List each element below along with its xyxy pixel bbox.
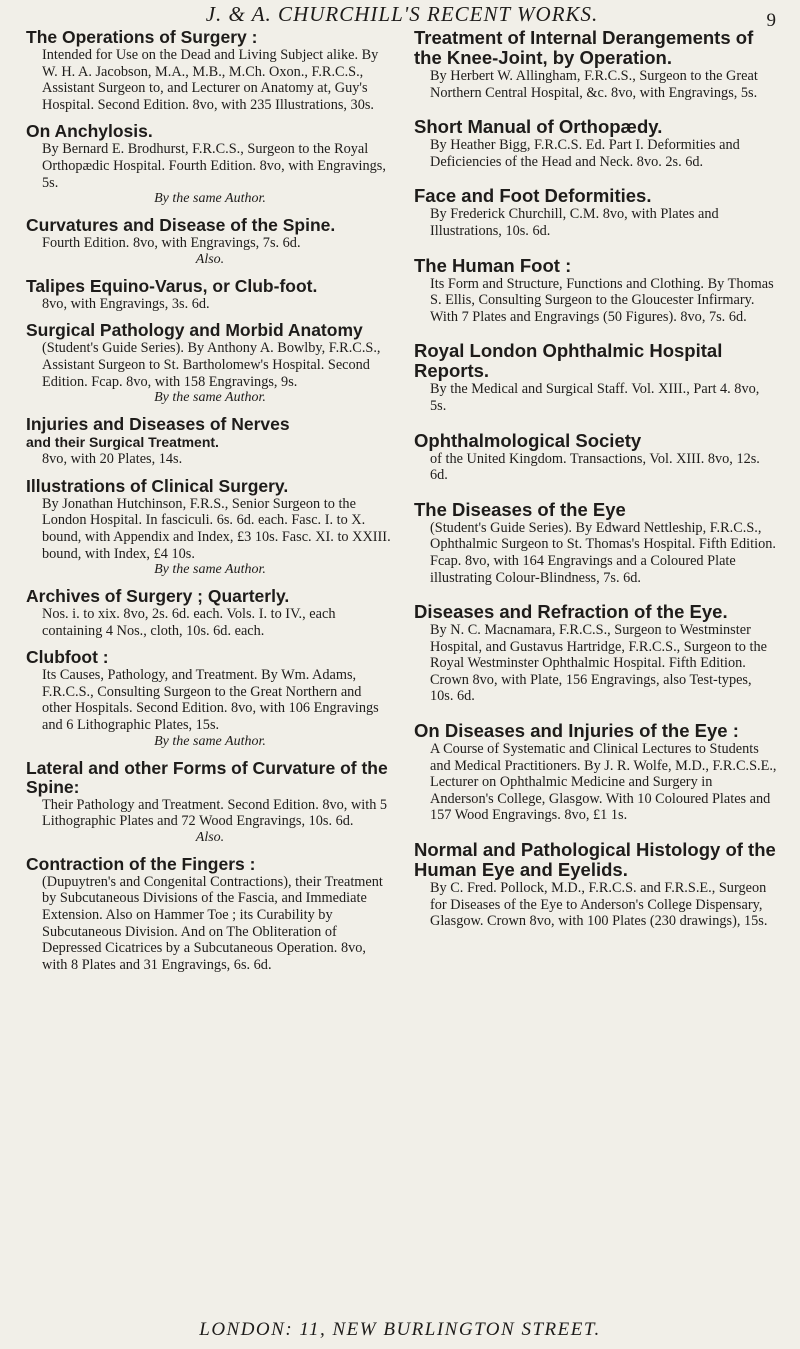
entry-title: The Diseases of the Eye <box>414 498 626 520</box>
entry-description: By the Medical and Surgical Staff. Vol. XIII., Part 4. 8vo, 5s. <box>430 381 760 414</box>
entry-title: On Diseases and Injuries of the Eye : <box>414 720 739 742</box>
entry-title: The Operations of Surgery : <box>26 27 258 47</box>
entry-title: Normal and Pathological Histology of the Human Eye and Eyelids. <box>414 839 776 881</box>
entry-description: Intended for Use on the Dead and Living Subject alike. By W. H. A. Jacobson, M.A., M.B., M.Ch. Oxon., F.R.C.S., Assistant Surgeon to, and Lecturer on Anatomy at, Guy's Hospital. Second Edition. 8vo, with 235 Illustrations, 30s. <box>42 47 379 113</box>
book-entry <box>26 477 394 578</box>
entry-title: Lateral and other Forms of Curvature of the Spine: <box>26 757 388 797</box>
entry-also-note: By the same Author. <box>154 390 266 406</box>
book-entry <box>26 277 394 313</box>
entry-description: By Bernard E. Brodhurst, F.R.C.S., Surgeon to the Royal Orthopædic Hospital. Fourth Edition. 8vo, with Engravings, 5s. <box>42 141 386 191</box>
book-entry <box>414 341 778 414</box>
book-entry <box>414 721 778 824</box>
book-entry <box>26 28 394 113</box>
entry-description: By N. C. Macnamara, F.R.C.S., Surgeon to Westminster Hospital, and Gustavus Hartridge, F.R.C.S., Surgeon to the Royal Westminster Ophthalmic Hospital. Fifth Edition. Crown 8vo, with Plate, 156 Engravings, also Test-types, 10s. 6d. <box>430 622 767 705</box>
book-entry <box>26 122 394 207</box>
right-column <box>414 28 778 982</box>
book-entry <box>26 759 394 846</box>
book-entry <box>414 840 778 930</box>
entry-also-note: By the same Author. <box>154 191 266 207</box>
entry-description: By Jonathan Hutchinson, F.R.S., Senior Surgeon to the London Hospital. In fasciculi. 6s. 6d. each. Fasc. I. to X. bound, with Appendix and Index, £3 10s. Fasc. XI. to XXIII. bound, with Index, £4 10s. <box>42 495 391 562</box>
entry-description: of the United Kingdom. Transactions, Vol. XIII. 8vo, 12s. 6d. <box>430 450 760 484</box>
book-entry <box>414 500 778 586</box>
entry-description: Fourth Edition. 8vo, with Engravings, 7s. 6d. <box>42 235 301 252</box>
entry-title: Treatment of Internal Derangements of the Knee-Joint, by Operation. <box>414 27 754 68</box>
entry-title: Face and Foot Deformities. <box>414 185 652 207</box>
book-entry <box>414 186 778 239</box>
book-entry <box>26 415 394 468</box>
book-entry <box>26 321 394 406</box>
entry-title: Surgical Pathology and Morbid Anatomy <box>26 320 363 341</box>
entry-description: A Course of Systematic and Clinical Lectures to Students and Medical Practitioners. By J. R. Wolfe, M.D., F.R.C.S.E., Lecturer on Ophthalmic Medicine and Surgery in Anderson's College, Glasgow. With 10 Coloured Plates and 157 Wood Engravings. 8vo, £1 1s. <box>430 741 777 824</box>
book-entry <box>414 431 778 484</box>
entry-title: Archives of Surgery ; Quarterly. <box>26 586 290 607</box>
book-entry <box>414 602 778 705</box>
entry-description: (Student's Guide Series). By Edward Nettleship, F.R.C.S., Ophthalmic Surgeon to St. Thomas's Hospital. Fifth Edition. Fcap. 8vo, with 164 Engravings and a Coloured Plate illustrating Colour-Blindness, 7s. 6d. <box>430 519 776 586</box>
page-footer: LONDON: 11, NEW BURLINGTON STREET. <box>199 1319 601 1340</box>
entry-title: Ophthalmological Society <box>414 429 642 451</box>
entry-description: Its Form and Structure, Functions and Clothing. By Thomas S. Ellis, Consulting Surgeon to the Gloucester Infirmary. With 7 Plates and Engravings (50 Figures). 8vo, 7s. 6d. <box>430 275 774 325</box>
entry-title: Royal London Ophthalmic Hospital Reports. <box>414 340 723 382</box>
entry-title: Diseases and Refraction of the Eye. <box>414 601 728 623</box>
left-column <box>26 28 394 982</box>
book-entry <box>26 587 394 639</box>
page-number: 9 <box>766 10 776 31</box>
running-head: J. & A. CHURCHILL'S RECENT WORKS. <box>205 2 599 26</box>
entry-description: Their Pathology and Treatment. Second Edition. 8vo, with 5 Lithographic Plates and 72 Wood Engravings, 10s. 6d. <box>42 796 388 830</box>
entry-title: Illustrations of Clinical Surgery. <box>26 475 289 496</box>
entry-description: By C. Fred. Pollock, M.D., F.R.C.S. and F.R.S.E., Surgeon for Diseases of the Eye to Anderson's College Dispensary, Glasgow. Crown 8vo, with 100 Plates (230 drawings), 15s. <box>430 880 768 930</box>
entry-title: Curvatures and Disease of the Spine. <box>26 215 336 236</box>
entry-title: Injuries and Diseases of Nerves <box>26 414 290 435</box>
entry-description: By Herbert W. Allingham, F.R.C.S., Surgeon to the Great Northern Central Hospital, &c. 8vo, with Engravings, 5s. <box>430 68 758 101</box>
entry-also-note: By the same Author. <box>154 562 266 578</box>
entry-description: By Heather Bigg, F.R.C.S. Ed. Part I. Deformities and Deficiencies of the Head and Neck. 8vo. 2s. 6d. <box>430 137 740 170</box>
book-entry <box>414 28 778 101</box>
entry-description: By Frederick Churchill, C.M. 8vo, with Plates and Illustrations, 10s. 6d. <box>430 206 719 239</box>
book-entry <box>26 648 394 749</box>
entry-description: Nos. i. to xix. 8vo, 2s. 6d. each. Vols. I. to IV., each containing 4 Nos., cloth, 10s. 6d. each. <box>42 606 336 639</box>
book-entry <box>26 855 394 974</box>
entry-title: The Human Foot : <box>414 254 572 276</box>
entry-title: Short Manual of Orthopædy. <box>414 116 663 138</box>
entry-description: 8vo, with 20 Plates, 14s. <box>42 451 183 468</box>
entry-description: 8vo, with Engravings, 3s. 6d. <box>42 295 210 312</box>
entry-also-note: By the same Author. <box>154 733 266 749</box>
book-entry <box>414 256 778 326</box>
entry-description: Its Causes, Pathology, and Treatment. By Wm. Adams, F.R.C.S., Consulting Surgeon to the Great Northern and other Hospitals. Second Edition. 8vo, with 106 Engravings and 6 Lithographic Plates, 15s. <box>42 667 379 734</box>
entry-also-note: Also. <box>195 829 225 845</box>
entry-description: (Student's Guide Series). By Anthony A. Bowlby, F.R.C.S., Assistant Surgeon to St. Bartholomew's Hospital. Second Edition. Fcap. 8vo, with 158 Engravings, 9s. <box>42 340 381 390</box>
entry-subtitle: and their Surgical Treatment. <box>26 434 219 451</box>
entry-description: (Dupuytren's and Congenital Contractions), their Treatment by Subcutaneous Divisions of the Fascia, and Immediate Extension. Also on Hammer Toe ; its Curability by Subcutaneous Division. And on The Obliteration of Depressed Cicatrices by a Subcutaneous Operation. 8vo, with 8 Plates and 31 Engravings, 6s. 6d. <box>42 873 383 973</box>
entry-title: Clubfoot : <box>26 647 109 668</box>
entry-title: On Anchylosis. <box>26 121 153 142</box>
book-entry <box>26 216 394 268</box>
entry-title: Talipes Equino-Varus, or Club-foot. <box>26 275 318 296</box>
columns <box>26 28 778 982</box>
entry-title: Contraction of the Fingers : <box>26 853 256 874</box>
book-entry <box>414 117 778 170</box>
entry-also-note: Also. <box>195 251 225 267</box>
